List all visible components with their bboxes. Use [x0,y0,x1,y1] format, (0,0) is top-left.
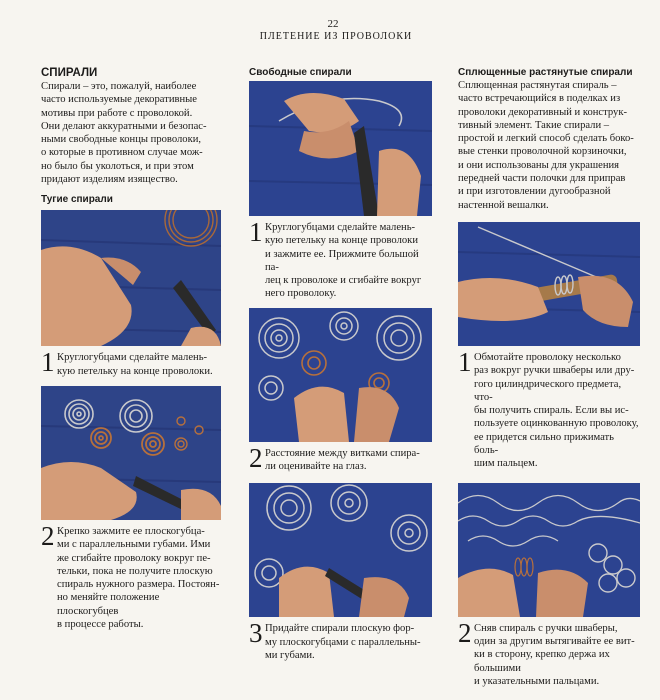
photo-flattened-step1 [458,222,640,346]
column-flattened-spirals [458,66,640,688]
section-heading-spirals: СПИРАЛИ [41,67,98,79]
step-tight-1: 1 Круглогубцами сделайте малень- кую петельку на конце проволоки. [41,347,213,378]
step-loose-3: 3 Придайте спирали плоскую фор- му плоскогубцами с параллельны- ми губами. [249,618,421,661]
photo-loose-step2 [249,308,432,442]
subheading-tight-spirals: Тугие спирали [41,194,113,206]
section-heading-flattened-spirals: Сплющенные растянутые спирали [458,67,633,78]
section-heading-loose-spirals: Свободные спирали [249,67,352,78]
column-spirals [41,66,221,631]
intro-paragraph: Спирали – это, пожалуй, наиболее часто используемые декоративные мотивы при работе с проволокой. Они делают аккуратными и безопас- ными свободные концы проволоки, о которые в противном случае мож- но было бы уколоться, и при этом придают изделиям изящество. [41,81,207,186]
step-flattened-2: 2 Сняв спираль с ручки шваберы, один за другим вытягивайте ее вит- ки в сторону, крепко держа их большими и указательными пальцами. [458,617,635,687]
intro-paragraph-flattened: Сплющенная растянутая спираль – часто встречающийся в поделках из проволоки декоративный и конструк- тивный элемент. Такие спирали – простой и легкий способ сделать боко- вые стенки проволочной корзиночки, и они использованы для украшения передней части полочки для приправ и при изготовлении дугообразной настенной вешалки. [458,80,634,211]
photo-flattened-step2 [458,483,640,617]
running-title: ПЛЕТЕНИЕ ИЗ ПРОВОЛОКИ [259,31,413,42]
photo-loose-step3 [249,483,432,617]
step-loose-2: 2 Расстояние между витками спира- ли оценивайте на глаз. [249,442,420,473]
step-tight-2: 2 Крепко зажмите ее плоскогубца- ми с параллельными губами. Ими же сгибайте проволоку вокруг пе- тельки, пока не получите плоскую спираль нужного размера. Постоян- но меняйте положение плоскогубцев в процессе работы. [41,520,220,631]
photo-loose-step1 [249,81,432,216]
photo-tight-step2 [41,386,221,520]
step-loose-1: 1 Круглогубцами сделайте малень- кую петельку на конце проволоки и зажмите ее. Прижмите большой па- лец к проволоке и сгибайте вокруг него проволоку. [249,217,422,300]
step-flattened-1: 1 Обмотайте проволоку несколько раз вокруг ручки шваберы или дру- гого цилиндрического предмета, что- бы получить спираль. Если вы ис- пользуете оцинкованную проволоку, ее придется сильно прижимать боль- шим пальцем. [458,346,639,470]
column-loose-spirals [249,66,432,662]
photo-tight-step1 [41,210,221,346]
page-number: 22 [327,18,339,30]
page-header [0,18,660,43]
